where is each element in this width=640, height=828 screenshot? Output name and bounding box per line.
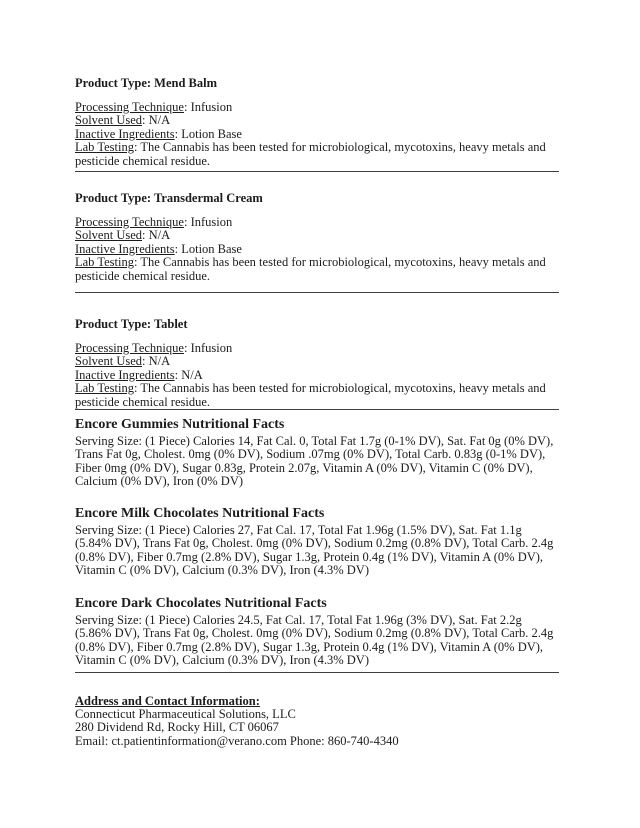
- detail-label: Processing Technique: [75, 215, 184, 229]
- contact-email-phone: Email: ct.patientinformation@verano.com Phone: 860-740-4340: [75, 733, 399, 748]
- detail-value: N/A: [148, 228, 171, 243]
- detail-row-lab-testing: [75, 141, 559, 168]
- detail-separator: :: [183, 215, 191, 229]
- detail-label: Inactive Ingredients: [75, 126, 175, 141]
- detail-separator: :: [174, 367, 182, 382]
- detail-row-lab-testing: [75, 256, 559, 283]
- detail-row-inactive-ingredients: [75, 369, 559, 382]
- detail-value: Infusion: [190, 341, 233, 355]
- detail-separator: :: [133, 255, 141, 270]
- detail-separator: :: [142, 228, 149, 243]
- product-details: [75, 342, 559, 409]
- detail-row-solvent-used: [75, 355, 559, 368]
- detail-separator: :: [142, 113, 149, 128]
- detail-value: The Cannabis has been tested for microbiological, mycotoxins, heavy metals and pesticide chemical residue.: [75, 140, 546, 168]
- nutrition-section-title: Encore Dark Chocolates Nutritional Facts: [75, 596, 327, 611]
- product-section-title: Product Type: Transdermal Cream: [75, 191, 263, 205]
- detail-row-solvent-used: [75, 229, 559, 242]
- contact-section: [75, 694, 559, 748]
- detail-value: Infusion: [190, 215, 233, 229]
- detail-value: N/A: [148, 113, 171, 128]
- detail-separator: :: [174, 241, 182, 256]
- detail-label: Solvent Used: [75, 113, 143, 128]
- detail-label: Processing Technique: [75, 341, 184, 355]
- detail-separator: :: [142, 354, 149, 369]
- product-details: [75, 216, 559, 283]
- product-section-title: Product Type: Mend Balm: [75, 76, 218, 90]
- product-section-transdermal-cream: [75, 191, 559, 283]
- detail-label: Solvent Used: [75, 354, 143, 369]
- detail-row-lab-testing: [75, 382, 559, 409]
- detail-label: Solvent Used: [75, 228, 143, 243]
- detail-label: Lab Testing: [75, 381, 134, 396]
- contact-company: Connecticut Pharmaceutical Solutions, LLC: [75, 707, 296, 721]
- product-section-title: Product Type: Tablet: [75, 317, 188, 331]
- section-divider: [75, 672, 559, 673]
- detail-value: Lotion Base: [181, 126, 242, 141]
- detail-separator: :: [133, 140, 141, 155]
- detail-value: N/A: [181, 367, 203, 382]
- contact-address: 280 Dividend Rd, Rocky Hill, CT 06067: [75, 720, 279, 735]
- product-details: [75, 101, 559, 168]
- nutrition-section-milk-chocolates: [75, 506, 559, 578]
- detail-separator: :: [174, 126, 182, 141]
- detail-label: Processing Technique: [75, 100, 184, 114]
- nutrition-section-title: Encore Milk Chocolates Nutritional Facts: [75, 506, 325, 521]
- nutrition-section-gummies: [75, 417, 559, 489]
- detail-value: The Cannabis has been tested for microbiological, mycotoxins, heavy metals and pesticide chemical residue.: [75, 381, 546, 409]
- nutrition-section-dark-chocolates: [75, 596, 559, 668]
- detail-value: N/A: [148, 354, 171, 369]
- section-divider: [75, 292, 559, 293]
- detail-value: The Cannabis has been tested for microbiological, mycotoxins, heavy metals and pesticide chemical residue.: [75, 255, 546, 283]
- detail-separator: :: [183, 341, 191, 355]
- section-divider: [75, 409, 559, 410]
- nutrition-section-title: Encore Gummies Nutritional Facts: [75, 417, 285, 432]
- detail-label: Lab Testing: [75, 140, 134, 155]
- detail-row-processing-technique: [75, 101, 559, 114]
- detail-row-solvent-used: [75, 114, 559, 127]
- detail-separator: :: [183, 100, 191, 114]
- detail-label: Inactive Ingredients: [75, 367, 175, 382]
- product-section-mend-balm: [75, 76, 559, 168]
- contact-section-title: Address and Contact Information:: [75, 694, 260, 708]
- detail-row-inactive-ingredients: [75, 243, 559, 256]
- detail-value: Lotion Base: [181, 241, 242, 256]
- detail-row-processing-technique: [75, 342, 559, 355]
- product-section-tablet: [75, 317, 559, 409]
- detail-row-processing-technique: [75, 216, 559, 229]
- section-divider: [75, 171, 559, 172]
- detail-row-inactive-ingredients: [75, 128, 559, 141]
- detail-label: Inactive Ingredients: [75, 241, 175, 256]
- detail-separator: :: [133, 381, 141, 396]
- detail-label: Lab Testing: [75, 255, 134, 270]
- nutrition-section-text: Serving Size: (1 Piece) Calories 27, Fat Cal. 17, Total Fat 1.96g (1.5% DV), Sat. Fat 1.1g (5.84% DV), Trans Fat 0g, Cholest. 0mg (0% DV), Sodium 0.2mg (0.8% DV), Total Carb. 2.4g (0.8% DV), Fiber 0.7mg (2.8% DV), Sugar 1.3g, Protein 0.4g (1% DV), Vitamin A (0% DV), Vitamin C (0% DV), Calcium (0.3% DV), Iron (4.3% DV): [75, 523, 554, 578]
- nutrition-section-text: Serving Size: (1 Piece) Calories 24.5, Fat Cal. 17, Total Fat 1.96g (3% DV), Sat. Fat 2.2g (5.86% DV), Trans Fat 0g, Cholest. 0mg (0% DV), Sodium 0.2mg (0.8% DV), Total Carb. 2.4g (0.8% DV), Fiber 0.7mg (2.8% DV), Sugar 1.3g, Protein 0.4g (1% DV), Vitamin A (0% DV), Vitamin C (0% DV), Calcium (0.3% DV), Iron (4.3% DV): [75, 613, 554, 668]
- nutrition-section-text: Serving Size: (1 Piece) Calories 14, Fat Cal. 0, Total Fat 1.7g (0-1% DV), Sat. Fat 0g (0% DV), Trans Fat 0g, Cholest. 0mg (0% DV), Sodium .07mg (0% DV), Total Carb. 0.83g (0-1% DV), Fiber 0mg (0% DV), Sugar 0.83g, Protein 2.07g, Vitamin A (0% DV), Vitamin C (0% DV), Calcium (0% DV), Iron (0% DV): [75, 434, 554, 489]
- detail-value: Infusion: [190, 100, 233, 114]
